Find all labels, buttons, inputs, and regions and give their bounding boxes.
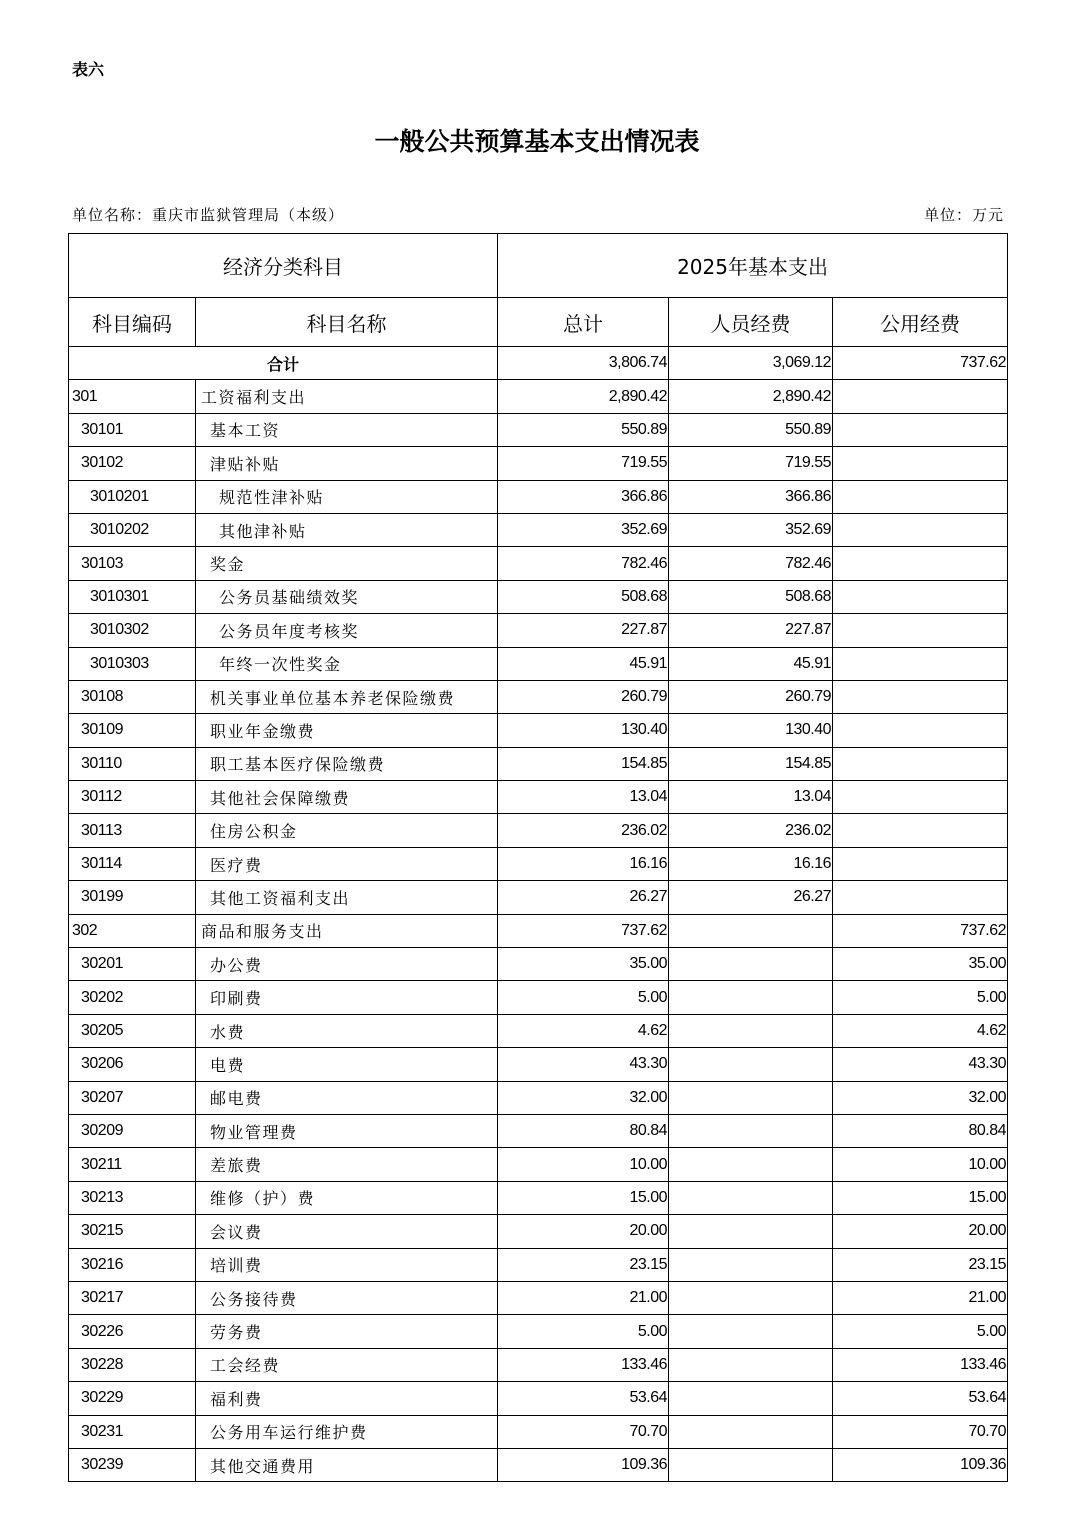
row-personnel [669, 1114, 833, 1147]
header-name: 科目名称 [196, 298, 498, 347]
row-total: 366.86 [498, 480, 669, 513]
row-public: 15.00 [833, 1181, 1008, 1214]
row-name: 劳务费 [196, 1315, 498, 1348]
row-public: 133.46 [833, 1348, 1008, 1381]
row-public [833, 647, 1008, 680]
row-code: 30226 [69, 1315, 196, 1348]
table-row [69, 1448, 1008, 1481]
table-row [69, 1382, 1008, 1415]
row-total: 352.69 [498, 513, 669, 546]
row-code: 30239 [69, 1448, 196, 1481]
header-personnel: 人员经费 [669, 298, 833, 347]
row-public [833, 814, 1008, 847]
table-row [69, 480, 1008, 513]
table-row [69, 647, 1008, 680]
row-personnel [669, 1248, 833, 1281]
row-name: 印刷费 [196, 981, 498, 1014]
row-public: 23.15 [833, 1248, 1008, 1281]
row-public: 10.00 [833, 1148, 1008, 1181]
row-name: 公务用车运行维护费 [196, 1415, 498, 1448]
row-personnel: 508.68 [669, 580, 833, 613]
total-label: 合计 [69, 347, 498, 380]
row-personnel: 366.86 [669, 480, 833, 513]
header-budget-2025: 2025年基本支出 [498, 234, 1008, 298]
table-row [69, 547, 1008, 580]
table-row [69, 948, 1008, 981]
row-personnel: 2,890.42 [669, 380, 833, 413]
row-personnel: 550.89 [669, 413, 833, 446]
table-row [69, 1114, 1008, 1147]
row-total: 16.16 [498, 847, 669, 880]
row-total: 737.62 [498, 914, 669, 947]
table-row [69, 1181, 1008, 1214]
row-name: 培训费 [196, 1248, 498, 1281]
row-code: 30110 [69, 747, 196, 780]
row-total: 13.04 [498, 781, 669, 814]
header-public: 公用经费 [833, 298, 1008, 347]
table-row [69, 413, 1008, 446]
row-name: 其他社会保障缴费 [196, 781, 498, 814]
row-personnel: 130.40 [669, 714, 833, 747]
row-code: 30108 [69, 680, 196, 713]
row-public [833, 614, 1008, 647]
row-name: 医疗费 [196, 847, 498, 880]
total-personnel: 3,069.12 [669, 347, 833, 380]
row-total: 782.46 [498, 547, 669, 580]
row-total: 35.00 [498, 948, 669, 981]
row-personnel: 16.16 [669, 847, 833, 880]
table-row [69, 1215, 1008, 1248]
row-personnel: 236.02 [669, 814, 833, 847]
row-total: 15.00 [498, 1181, 669, 1214]
row-public [833, 380, 1008, 413]
row-name: 会议费 [196, 1215, 498, 1248]
row-code: 30229 [69, 1382, 196, 1415]
table-row [69, 714, 1008, 747]
row-public [833, 714, 1008, 747]
row-public [833, 547, 1008, 580]
row-personnel [669, 914, 833, 947]
row-public [833, 680, 1008, 713]
row-personnel [669, 1448, 833, 1481]
row-total: 2,890.42 [498, 380, 669, 413]
table-row [69, 847, 1008, 880]
row-total: 26.27 [498, 881, 669, 914]
row-code: 301 [69, 380, 196, 413]
row-code: 30217 [69, 1281, 196, 1314]
row-personnel: 227.87 [669, 614, 833, 647]
row-code: 30215 [69, 1215, 196, 1248]
row-code: 30202 [69, 981, 196, 1014]
table-row [69, 447, 1008, 480]
row-code: 30209 [69, 1114, 196, 1147]
row-name: 其他津补贴 [196, 513, 498, 546]
row-name: 维修（护）费 [196, 1181, 498, 1214]
table-row [69, 680, 1008, 713]
row-public: 21.00 [833, 1281, 1008, 1314]
row-public: 4.62 [833, 1014, 1008, 1047]
row-total: 43.30 [498, 1048, 669, 1081]
table-row [69, 1248, 1008, 1281]
table-row [69, 1048, 1008, 1081]
row-personnel [669, 1181, 833, 1214]
row-name: 机关事业单位基本养老保险缴费 [196, 680, 498, 713]
row-personnel [669, 1382, 833, 1415]
page-label: 表六 [72, 60, 105, 79]
row-code: 30231 [69, 1415, 196, 1448]
row-personnel [669, 1348, 833, 1381]
row-name: 奖金 [196, 547, 498, 580]
unit-label: 单位：万元 [923, 206, 1004, 224]
row-total: 236.02 [498, 814, 669, 847]
row-total: 53.64 [498, 1382, 669, 1415]
row-total: 154.85 [498, 747, 669, 780]
row-code: 3010303 [69, 647, 196, 680]
row-total: 5.00 [498, 1315, 669, 1348]
row-total: 23.15 [498, 1248, 669, 1281]
total-public: 737.62 [833, 347, 1008, 380]
row-name: 公务员基础绩效奖 [196, 580, 498, 613]
row-name: 公务员年度考核奖 [196, 614, 498, 647]
row-personnel [669, 1148, 833, 1181]
row-code: 30102 [69, 447, 196, 480]
table-row [69, 580, 1008, 613]
row-name: 水费 [196, 1014, 498, 1047]
row-personnel [669, 981, 833, 1014]
table-row [69, 914, 1008, 947]
row-public: 737.62 [833, 914, 1008, 947]
row-name: 其他交通费用 [196, 1448, 498, 1481]
row-code: 30101 [69, 413, 196, 446]
row-total: 550.89 [498, 413, 669, 446]
row-name: 住房公积金 [196, 814, 498, 847]
row-public [833, 447, 1008, 480]
table-row [69, 814, 1008, 847]
table-row [69, 1281, 1008, 1314]
row-total: 4.62 [498, 1014, 669, 1047]
table-row [69, 881, 1008, 914]
row-public: 20.00 [833, 1215, 1008, 1248]
row-code: 3010302 [69, 614, 196, 647]
row-personnel: 352.69 [669, 513, 833, 546]
row-code: 30112 [69, 781, 196, 814]
row-total: 508.68 [498, 580, 669, 613]
row-personnel [669, 1215, 833, 1248]
row-personnel: 13.04 [669, 781, 833, 814]
row-name: 工资福利支出 [196, 380, 498, 413]
row-total: 133.46 [498, 1348, 669, 1381]
row-code: 30213 [69, 1181, 196, 1214]
row-personnel [669, 1315, 833, 1348]
row-total: 10.00 [498, 1148, 669, 1181]
row-name: 基本工资 [196, 413, 498, 446]
row-personnel [669, 948, 833, 981]
row-total: 109.36 [498, 1448, 669, 1481]
row-name: 电费 [196, 1048, 498, 1081]
row-code: 30201 [69, 948, 196, 981]
row-code: 30114 [69, 847, 196, 880]
header-econ-category: 经济分类科目 [69, 234, 498, 298]
row-name: 公务接待费 [196, 1281, 498, 1314]
row-name: 邮电费 [196, 1081, 498, 1114]
row-code: 3010201 [69, 480, 196, 513]
row-personnel: 719.55 [669, 447, 833, 480]
budget-table [68, 233, 1008, 1482]
row-code: 30103 [69, 547, 196, 580]
table-row [69, 781, 1008, 814]
table-row [69, 1315, 1008, 1348]
table-row [69, 1014, 1008, 1047]
page-title: 一般公共预算基本支出情况表 [374, 127, 700, 156]
row-code: 30199 [69, 881, 196, 914]
row-total: 80.84 [498, 1114, 669, 1147]
table-row [69, 380, 1008, 413]
row-personnel: 26.27 [669, 881, 833, 914]
row-public [833, 480, 1008, 513]
row-name: 工会经费 [196, 1348, 498, 1381]
table-row [69, 747, 1008, 780]
row-code: 30113 [69, 814, 196, 847]
row-name: 福利费 [196, 1382, 498, 1415]
row-public [833, 513, 1008, 546]
row-total: 5.00 [498, 981, 669, 1014]
row-total: 260.79 [498, 680, 669, 713]
row-public: 32.00 [833, 1081, 1008, 1114]
row-public: 5.00 [833, 981, 1008, 1014]
row-public [833, 781, 1008, 814]
header-total: 总计 [498, 298, 669, 347]
row-public [833, 847, 1008, 880]
row-name: 差旅费 [196, 1148, 498, 1181]
row-personnel: 260.79 [669, 680, 833, 713]
row-total: 227.87 [498, 614, 669, 647]
table-row [69, 1348, 1008, 1381]
row-personnel: 782.46 [669, 547, 833, 580]
row-name: 年终一次性奖金 [196, 647, 498, 680]
row-public [833, 580, 1008, 613]
table-row [69, 1148, 1008, 1181]
row-public: 43.30 [833, 1048, 1008, 1081]
row-name: 职工基本医疗保险缴费 [196, 747, 498, 780]
row-total: 45.91 [498, 647, 669, 680]
row-total: 719.55 [498, 447, 669, 480]
row-name: 津贴补贴 [196, 447, 498, 480]
unit-name: 单位名称：重庆市监狱管理局（本级） [72, 206, 345, 224]
row-personnel [669, 1415, 833, 1448]
row-total: 32.00 [498, 1081, 669, 1114]
row-public [833, 881, 1008, 914]
row-public: 53.64 [833, 1382, 1008, 1415]
total-row [69, 347, 1008, 380]
row-name: 职业年金缴费 [196, 714, 498, 747]
row-public [833, 413, 1008, 446]
row-public: 80.84 [833, 1114, 1008, 1147]
table-row [69, 513, 1008, 546]
row-code: 30211 [69, 1148, 196, 1181]
table-row [69, 614, 1008, 647]
row-total: 21.00 [498, 1281, 669, 1314]
row-code: 30228 [69, 1348, 196, 1381]
row-name: 物业管理费 [196, 1114, 498, 1147]
row-personnel [669, 1081, 833, 1114]
table-row [69, 1081, 1008, 1114]
total-total: 3,806.74 [498, 347, 669, 380]
row-name: 规范性津补贴 [196, 480, 498, 513]
row-code: 3010301 [69, 580, 196, 613]
row-personnel [669, 1048, 833, 1081]
row-public [833, 747, 1008, 780]
row-name: 商品和服务支出 [196, 914, 498, 947]
row-total: 130.40 [498, 714, 669, 747]
row-personnel: 45.91 [669, 647, 833, 680]
row-personnel [669, 1281, 833, 1314]
row-personnel [669, 1014, 833, 1047]
row-public: 5.00 [833, 1315, 1008, 1348]
row-code: 30206 [69, 1048, 196, 1081]
row-personnel: 154.85 [669, 747, 833, 780]
row-public: 70.70 [833, 1415, 1008, 1448]
row-name: 办公费 [196, 948, 498, 981]
row-total: 20.00 [498, 1215, 669, 1248]
row-public: 109.36 [833, 1448, 1008, 1481]
row-code: 302 [69, 914, 196, 947]
row-code: 30207 [69, 1081, 196, 1114]
row-code: 30205 [69, 1014, 196, 1047]
header-code: 科目编码 [69, 298, 196, 347]
row-total: 70.70 [498, 1415, 669, 1448]
row-code: 3010202 [69, 513, 196, 546]
row-name: 其他工资福利支出 [196, 881, 498, 914]
row-code: 30216 [69, 1248, 196, 1281]
row-public: 35.00 [833, 948, 1008, 981]
table-row [69, 1415, 1008, 1448]
row-code: 30109 [69, 714, 196, 747]
table-row [69, 981, 1008, 1014]
